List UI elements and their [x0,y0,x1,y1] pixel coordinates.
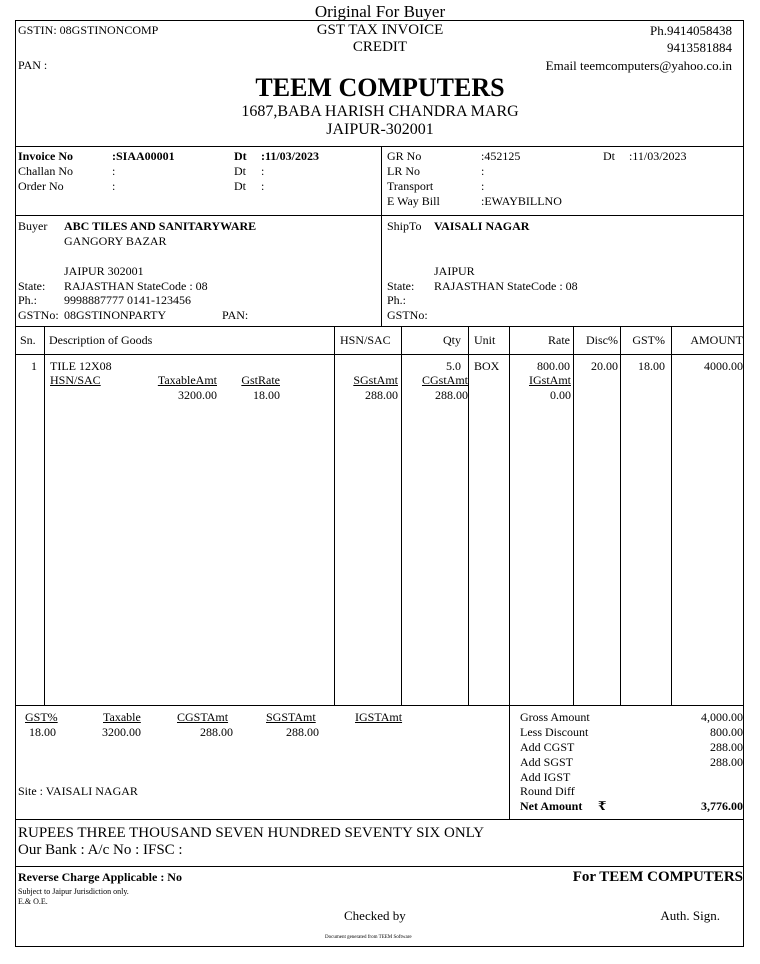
summary-cgst: 288.00 [200,725,233,739]
buyer-state: RAJASTHAN StateCode : 08 [64,279,208,293]
shipto-name: VAISALI NAGAR [434,219,530,233]
divider [468,326,469,705]
summary-sgst-label: SGSTAmt [266,710,316,724]
invoice-no: :SIAA00001 [112,149,175,163]
buyer-gst-label: GSTNo: [18,308,59,322]
discount-label: Less Discount [520,725,589,739]
divider [15,705,744,706]
gr-no: :452125 [481,149,521,163]
order-date: : [261,179,265,193]
col-sn: Sn. [20,333,36,347]
igst-label: Add IGST [520,770,571,784]
eway-label: E Way Bill [387,194,440,208]
summary-igst-label: IGSTAmt [355,710,403,724]
row-rate: 800.00 [537,359,570,373]
generated-note: Document generated from TEEM Software [325,935,412,940]
summary-cgst-label: CGSTAmt [177,710,229,724]
reverse-charge: Reverse Charge Applicable : No [18,870,182,884]
divider [15,819,744,820]
buyer-state-label: State: [18,279,46,293]
challan-dt-label: Dt [234,164,246,178]
seller-pan: PAN : [18,58,48,72]
sub-igst: 0.00 [550,388,571,402]
invoice-dt-label: Dt [234,149,247,163]
rupee-icon: ₹ [598,799,607,813]
gross-label: Gross Amount [520,710,590,724]
divider [15,354,744,355]
seller-phone: Ph.9414058438 [650,23,732,38]
divider [573,326,574,705]
seller-phone-2: 9413581884 [667,40,732,55]
lr-no: : [481,164,485,178]
company-city: JAIPUR-302001 [326,121,434,138]
sgst-amount: 288.00 [710,755,743,769]
sub-gstrate: 18.00 [253,388,280,402]
sub-sgst: 288.00 [365,388,398,402]
divider [620,326,621,705]
divider [15,215,744,216]
buyer-phone-label: Ph.: [18,293,38,307]
col-qty: Qty [443,333,461,347]
buyer-phone: 9998887777 0141-123456 [64,293,191,307]
sub-cgst-label: CGstAmt [421,373,468,387]
copy-label: Original For Buyer [314,2,446,21]
cgst-amount: 288.00 [710,740,743,754]
order-dt-label: Dt [234,179,246,193]
eway-bill-no: :EWAYBILLNO [481,194,562,208]
divider [509,326,510,819]
buyer-address: GANGORY BAZAR [64,234,167,248]
buyer-label: Buyer [18,219,48,233]
sub-hsn-label: HSN/SAC [50,373,101,387]
divider [671,326,672,705]
challan-no: : [112,164,116,178]
summary-gst-label: GST% [25,710,58,724]
summary-taxable-label: Taxable [103,710,141,724]
company-name: TEEM COMPUTERS [255,73,505,102]
row-disc: 20.00 [591,359,618,373]
row-unit: BOX [474,359,500,373]
col-hsn: HSN/SAC [340,333,391,347]
divider [15,326,744,327]
order-no: : [112,179,116,193]
row-qty: 5.0 [446,359,461,373]
row-sn: 1 [31,359,37,373]
row-description: TILE 12X08 [50,359,112,373]
site-name: Site : VAISALI NAGAR [18,784,138,798]
cgst-label: Add CGST [520,740,575,754]
shipto-city: JAIPUR [434,264,475,278]
net-label: Net Amount [520,799,583,813]
gross-amount: 4,000.00 [701,710,743,724]
col-rate: Rate [548,333,570,347]
transport-value: : [481,179,485,193]
buyer-pan-label: PAN: [222,308,249,322]
discount-amount: 800.00 [710,725,743,739]
shipto-state: RAJASTHAN StateCode : 08 [434,279,578,293]
company-address: 1687,BABA HARISH CHANDRA MARG [241,103,519,120]
order-label: Order No [18,179,64,193]
gr-date: :11/03/2023 [629,149,687,163]
shipto-phone-label: Ph.: [387,293,407,307]
divider [15,146,744,147]
shipto-state-label: State: [387,279,415,293]
buyer-gst: 08GSTINONPARTY [64,308,167,322]
summary-gst: 18.00 [29,725,56,739]
challan-date: : [261,164,265,178]
challan-label: Challan No [18,164,73,178]
summary-taxable: 3200.00 [102,725,141,739]
seller-email: Email teemcomputers@yahoo.co.in [545,58,732,73]
divider [381,146,382,326]
shipto-gst-label: GSTNo: [387,308,428,322]
divider [334,326,335,705]
col-amount: AMOUNT [690,333,743,347]
col-disc: Disc% [586,333,618,347]
sub-sgst-label: SGstAmt [353,373,398,387]
col-gst: GST% [632,333,665,347]
invoice-date: :11/03/2023 [261,149,320,163]
round-label: Round Diff [520,784,575,798]
eoe-note: E.& O.E. [18,897,48,906]
sgst-label: Add SGST [520,755,574,769]
seller-gstin: GSTIN: 08GSTINONCOMP [18,23,159,37]
lr-label: LR No [387,164,420,178]
col-description: Description of Goods [49,333,153,347]
col-unit: Unit [474,333,496,347]
doc-title: GST TAX INVOICE [316,22,444,38]
gr-dt-label: Dt [603,149,615,163]
shipto-label: ShipTo [387,219,422,233]
buyer-name: ABC TILES AND SANITARYWARE [64,219,257,233]
checked-by: Checked by [344,908,406,923]
summary-sgst: 288.00 [286,725,319,739]
row-amount: 4000.00 [704,359,743,373]
bank-details: Our Bank : A/c No : IFSC : [18,842,183,858]
jurisdiction-note: Subject to Jaipur Jurisdiction only. [18,887,129,896]
net-amount: 3,776.00 [701,799,743,813]
sub-gstrate-label: GstRate [241,373,280,387]
row-gst: 18.00 [638,359,665,373]
amount-in-words: RUPEES THREE THOUSAND SEVEN HUNDRED SEVENTY SIX ONLY [18,825,485,841]
sub-taxable-label: TaxableAmt [157,373,217,387]
sub-igst-label: IGstAmt [529,373,571,387]
buyer-city: JAIPUR 302001 [64,264,144,278]
divider [401,326,402,705]
auth-sign: Auth. Sign. [660,908,720,923]
gr-label: GR No [387,149,422,163]
transport-label: Transport [387,179,434,193]
divider [44,326,45,705]
sub-cgst: 288.00 [435,388,468,402]
for-company: For TEEM COMPUTERS [572,869,743,885]
divider [15,866,744,867]
invoice-no-label: Invoice No [18,149,73,163]
doc-subtitle: CREDIT [352,39,408,55]
sub-taxable: 3200.00 [178,388,217,402]
